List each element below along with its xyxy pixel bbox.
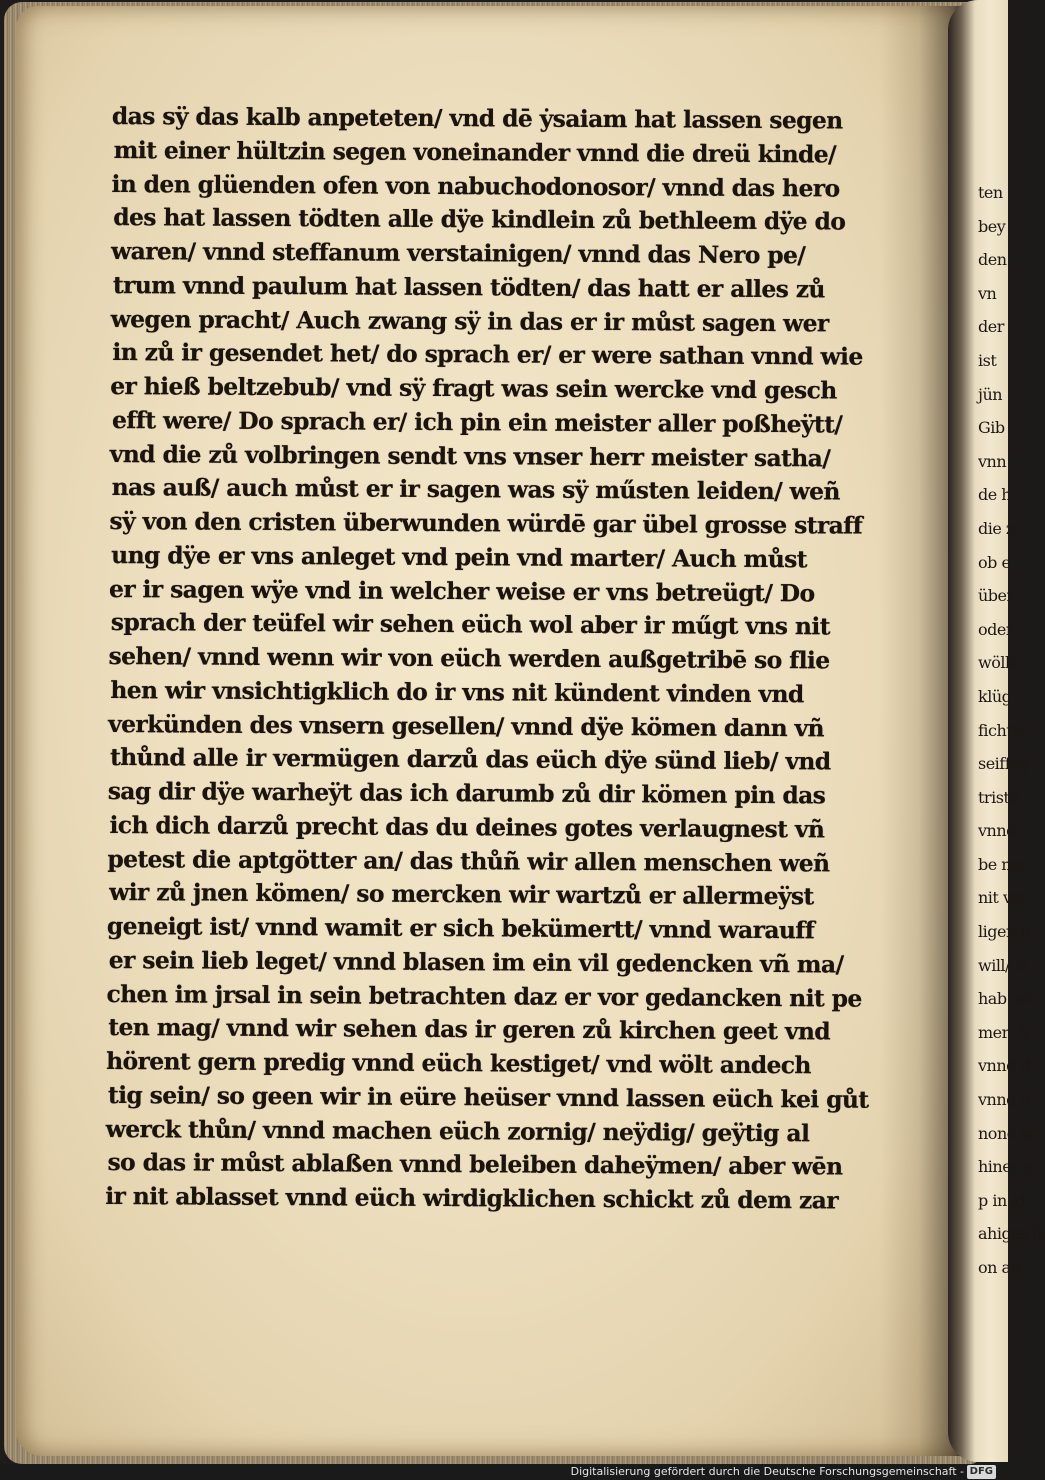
facing-fragment: vnnd u bbox=[978, 1090, 1031, 1110]
facing-fragment: hab ein bbox=[978, 989, 1035, 1009]
text-line: verkünden des vnsern gesellen/ vnnd dÿe kömen dann vñ bbox=[108, 709, 825, 742]
dfg-logo: DFG bbox=[967, 1465, 996, 1479]
facing-fragment: jün bbox=[978, 384, 1003, 404]
text-line: mit einer hültzin segen voneinander vnnd die dreü kinde/ bbox=[113, 135, 837, 169]
text-line: er hieß beltzebub/ vnd sÿ fragt was sein wercke vnd gesch bbox=[110, 371, 837, 405]
funding-credit: Digitalisierung gefördert durch die Deutsche Forschungsgemeinschaft - bbox=[570, 1465, 964, 1478]
facing-fragment: be mic bbox=[978, 854, 1030, 874]
facing-fragment: nit ver bbox=[978, 888, 1028, 908]
text-line: trum vnnd paulum hat lassen tödten/ das hatt er alles zů bbox=[112, 270, 825, 304]
facing-fragment: fichtig bbox=[978, 720, 1027, 740]
text-line: in den glüenden ofen von nabuchodonosor/ vnnd das hero bbox=[111, 169, 840, 202]
facing-fragment: hines p bbox=[978, 1157, 1034, 1177]
text-line: vnd die zů volbringen sendt vns vnser herr meister satha/ bbox=[109, 439, 831, 472]
facing-fragment: über bbox=[978, 586, 1014, 606]
text-line: ten mag/ vnnd wir sehen das ir geren zů kirchen geet vnd bbox=[108, 1013, 831, 1046]
text-line: des hat lassen tödten alle dÿe kindlein zů bethleem dÿe do bbox=[113, 203, 846, 236]
facing-fragment: vnn bbox=[978, 451, 1007, 471]
text-line: efft were/ Do sprach er/ ich pin ein meister aller poßheÿtt/ bbox=[111, 405, 843, 439]
text-line: sprach der teüfel wir sehen eüch wol aber ir műgt vns nit bbox=[110, 608, 830, 641]
facing-fragment: vn bbox=[978, 283, 997, 303]
facing-fragment: Gib bbox=[978, 418, 1005, 438]
text-line: ung dÿe er vns anleget vnd pein vnd marter/ Auch můst bbox=[111, 540, 808, 574]
facing-fragment: vnnd bbox=[978, 821, 1016, 841]
facing-fragment: ob e bbox=[978, 552, 1011, 572]
text-line: so das ir můst ablaßen vnnd beleiben daheÿmen/ aber wēn bbox=[107, 1148, 843, 1181]
facing-fragment: mer/ S bbox=[978, 1022, 1029, 1042]
facing-fragment: ahiges ls bbox=[978, 1224, 1045, 1244]
facing-fragment: bey bbox=[978, 216, 1006, 236]
facing-fragment: nonē se bbox=[978, 1123, 1037, 1143]
facing-fragment: tristo bbox=[978, 787, 1019, 807]
text-line: ir nit ablasset vnnd eüch wirdigklichen schickt zů dem zar bbox=[105, 1181, 839, 1215]
text-line: das sÿ das kalb anpeteten/ vnd dē ẏsaiam hat lassen segen bbox=[111, 101, 843, 135]
text-line: thůnd alle ir vermügen darzů das eüch dÿe sünd lieb/ vnd bbox=[109, 743, 831, 776]
facing-fragment: ten bbox=[978, 183, 1003, 202]
facing-fragment: on als bbox=[978, 1258, 1023, 1277]
text-line: ich dich darzů precht das du deines gotes verlaugnest vñ bbox=[109, 810, 825, 844]
text-line: geneigt ist/ vnnd wamit er sich bekümertt/ vnnd warauff bbox=[106, 911, 815, 945]
facing-fragment: seiffeg bbox=[978, 754, 1029, 774]
text-line: tig sein/ so geen wir in eüre heüser vnnd lassen eüch kei gůt bbox=[107, 1080, 869, 1114]
facing-fragment: den bbox=[978, 250, 1007, 270]
text-line: hörent gern predig vnnd eüch kestiget/ vnd wölt andech bbox=[106, 1046, 811, 1080]
printed-text-block bbox=[105, 100, 887, 1218]
facing-page bbox=[948, 0, 1045, 1462]
text-line: sÿ von den cristen überwunden würdē gar übel grosse straff bbox=[109, 506, 863, 540]
facing-fragment: p in kl bbox=[978, 1190, 1026, 1210]
text-line: waren/ vnnd steffanum verstainigen/ vnnd das Nero pe/ bbox=[110, 236, 806, 270]
text-line: in zů ir gesendet het/ do sprach er/ er were sathan vnnd wie bbox=[112, 338, 863, 371]
facing-fragment: oder bbox=[978, 619, 1013, 639]
facing-fragment: die z bbox=[978, 518, 1014, 538]
text-line: er sein lieb leget/ vnnd blasen im ein vil gedencken vñ ma/ bbox=[108, 945, 844, 979]
facing-fragment: de h bbox=[978, 485, 1012, 505]
text-line: chen im jrsal in sein betrachten daz er vor gedancken nit pe bbox=[106, 979, 862, 1013]
text-line: hen wir vnsichtigklich do ir vns nit kündent vinden vnd bbox=[110, 675, 804, 708]
facing-fragment: der bbox=[978, 317, 1004, 337]
text-line: petest die aptgötter an/ das thůñ wir allen menschen weñ bbox=[107, 844, 830, 877]
text-line: sag dir dÿe warheÿt das ich darumb zů dir kömen pin das bbox=[107, 776, 826, 810]
text-line: wegen pracht/ Auch zwang sÿ in das er ir můst sagen wer bbox=[110, 304, 829, 337]
text-line: nas auß/ auch můst er ir sagen was sÿ műsten leiden/ weñ bbox=[111, 473, 840, 506]
facing-page-text bbox=[978, 176, 1045, 1285]
facing-fragment: wölle bbox=[978, 653, 1019, 673]
facing-fragment: will/ D bbox=[978, 955, 1027, 975]
facing-fragment: ligen n bbox=[978, 922, 1031, 942]
facing-fragment: ist bbox=[978, 350, 997, 370]
facing-fragment: klüg bbox=[978, 686, 1012, 706]
text-line: sehen/ vnnd wenn wir von eüch werden außgetribē so flie bbox=[108, 641, 830, 675]
text-line: wir zů jnen kömen/ so mercken wir wartzů er allermeÿst bbox=[109, 878, 814, 911]
text-line: er ir sagen wÿe vnd in welcher weise er vns betreügt/ Do bbox=[108, 574, 815, 607]
facing-fragment: vnnd d bbox=[978, 1056, 1031, 1076]
text-line: werck thůn/ vnnd machen eüch zornig/ neÿdig/ geÿtig al bbox=[105, 1114, 810, 1147]
